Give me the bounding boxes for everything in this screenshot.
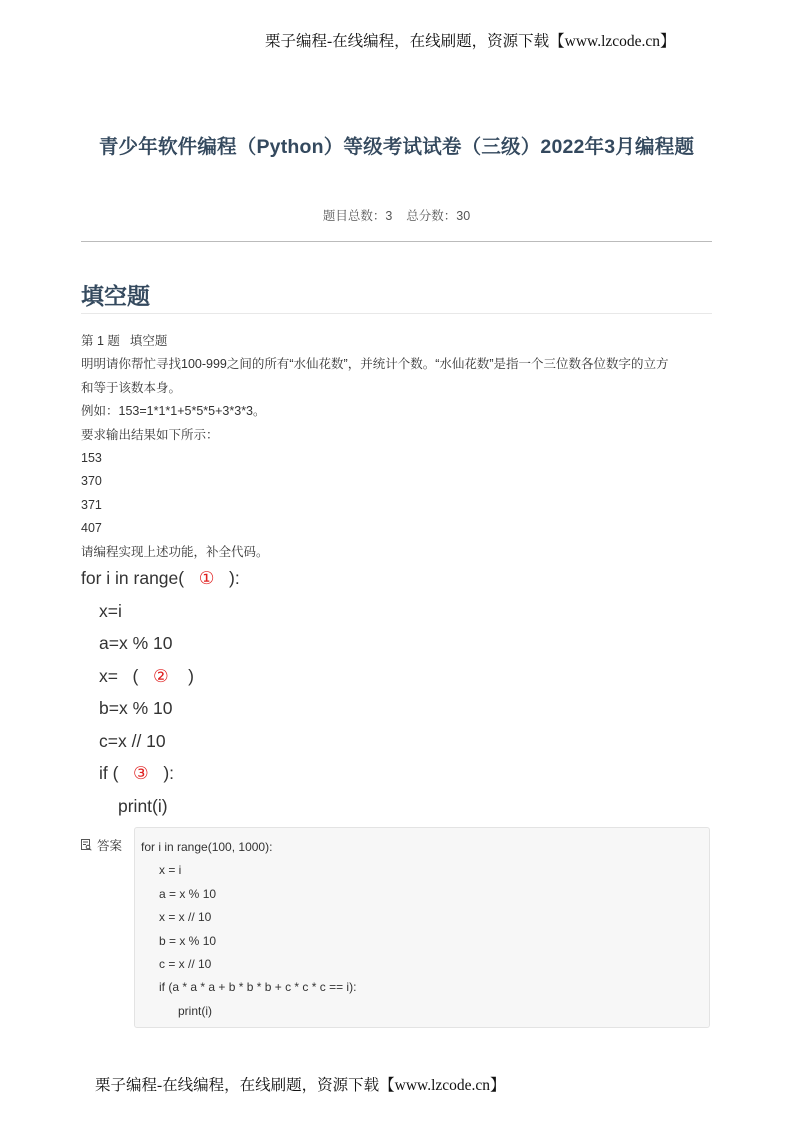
blank-marker-3: ③ xyxy=(133,763,149,783)
question-number: 第 1 题 xyxy=(81,334,120,348)
question-code xyxy=(81,565,240,825)
blank-marker-2: ② xyxy=(152,665,169,686)
answer-line: x = i xyxy=(159,863,182,878)
blank-marker-1: ① xyxy=(198,568,215,588)
code-line: print(i) xyxy=(118,795,168,816)
watermark-top: 栗子编程-在线编程，在线刷题，资源下载【www.lzcode.cn】 xyxy=(265,33,676,50)
answer-label-text: 答案 xyxy=(97,839,123,853)
answer-line: c = x // 10 xyxy=(159,956,212,971)
section-title: 填空题 xyxy=(81,283,150,309)
watermark-bottom: 栗子编程-在线编程，在线刷题，资源下载【www.lzcode.cn】 xyxy=(95,1077,506,1094)
question-body xyxy=(81,330,711,564)
output-value: 407 xyxy=(81,521,102,536)
total-questions: 题目总数：3 xyxy=(322,209,393,223)
code-line: a=x % 10 xyxy=(99,633,173,653)
answer-line: print(i) xyxy=(178,1003,213,1018)
answer-line: x = x // 10 xyxy=(159,910,212,925)
question-description-2: 和等于该数本身。 xyxy=(81,380,182,395)
output-value: 370 xyxy=(81,474,102,489)
code-line: if ( ③ ): xyxy=(99,763,175,783)
output-value: 153 xyxy=(81,451,102,466)
code-line: for i in range( ① ): xyxy=(81,568,240,588)
answer-line: for i in range(100, 1000): xyxy=(141,840,273,854)
code-line: b=x % 10 xyxy=(99,698,173,718)
question-header xyxy=(81,330,711,353)
question-description-1: 明明请你帮忙寻找100-999之间的所有“水仙花数”，并统计个数。“水仙花数”是指一个三位数各位数字的立方 xyxy=(81,357,669,372)
question-instruction: 请编程实现上述功能，补全代码。 xyxy=(81,544,269,559)
answer-line: if (a * a * a + b * b * b + c * c * c == i): xyxy=(159,980,357,995)
answer-doc-icon xyxy=(81,839,92,851)
total-score: 总分数：30 xyxy=(406,209,471,223)
code-line: x= ( ② ) xyxy=(99,665,194,686)
answer-line: b = x % 10 xyxy=(159,933,217,948)
output-prompt: 要求输出结果如下所示： xyxy=(81,427,219,442)
page-title: 青少年软件编程（Python）等级考试试卷（三级）2022年3月编程题 xyxy=(98,136,695,158)
header-divider xyxy=(81,241,712,242)
section-divider xyxy=(81,313,712,314)
exam-meta xyxy=(0,206,793,224)
code-line: x=i xyxy=(99,600,122,621)
code-line: c=x // 10 xyxy=(99,730,166,751)
answer-label xyxy=(81,836,122,854)
answer-code xyxy=(141,837,356,1024)
output-value: 371 xyxy=(81,497,102,512)
question-type: 填空题 xyxy=(129,334,168,348)
question-example: 例如：153=1*1*1+5*5*5+3*3*3。 xyxy=(81,404,266,419)
answer-line: a = x % 10 xyxy=(159,886,217,901)
